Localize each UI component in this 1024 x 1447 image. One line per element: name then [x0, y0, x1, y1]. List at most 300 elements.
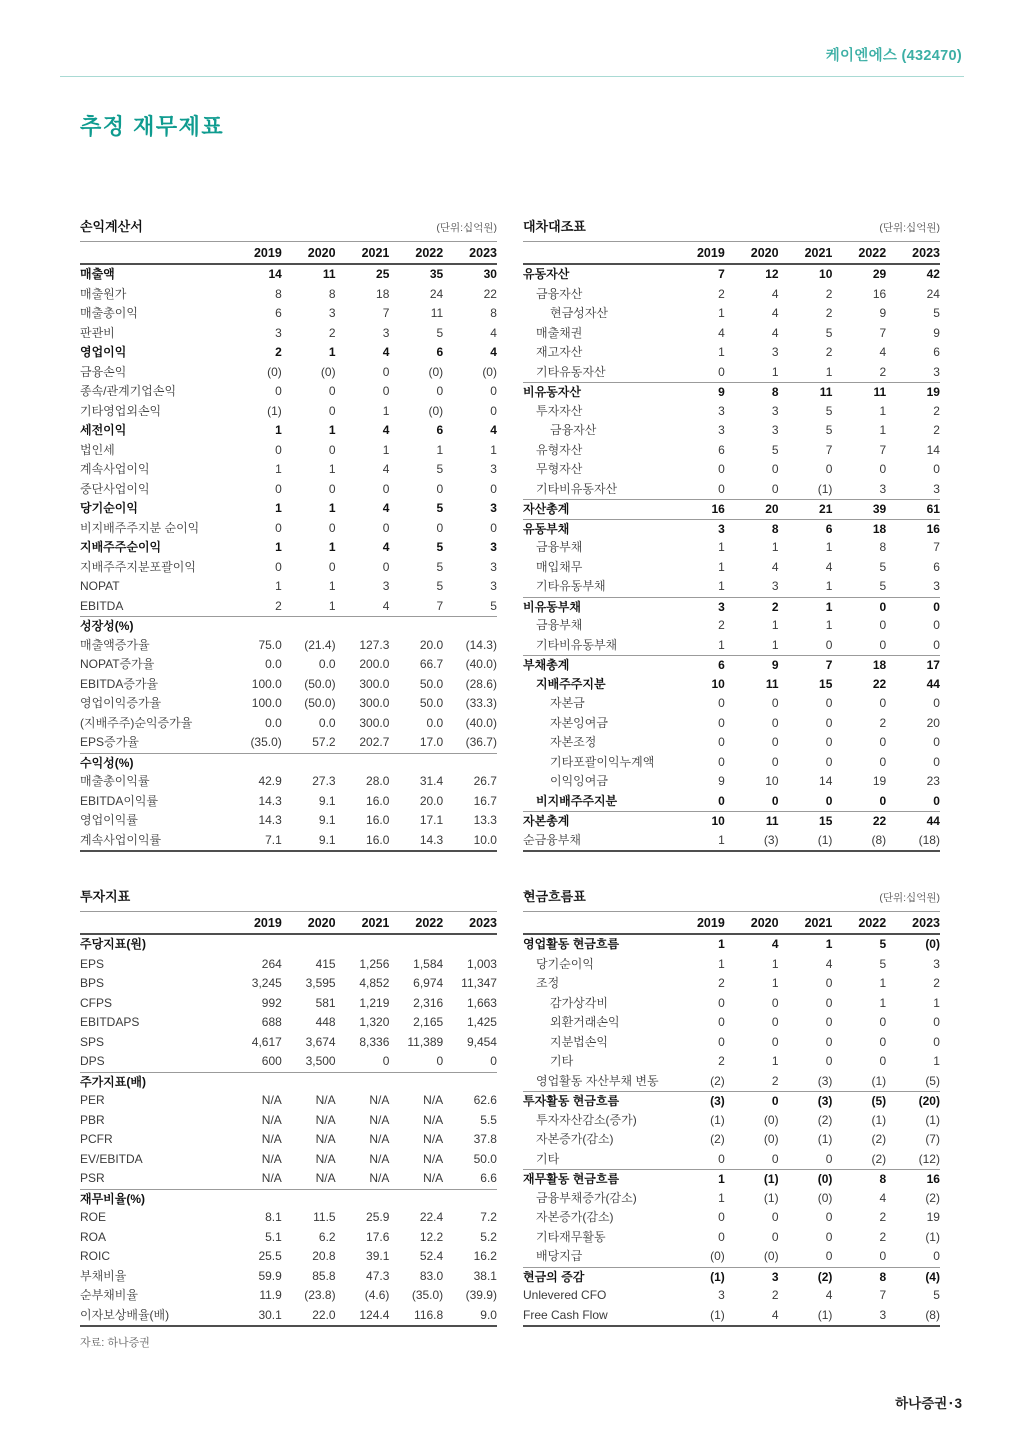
- value-cell: 61: [926, 502, 940, 516]
- row-label: 현금성자산: [550, 306, 608, 320]
- table-row: [523, 694, 940, 714]
- table-row: [523, 955, 940, 975]
- value-cell: 4: [771, 937, 779, 951]
- value-cell: 8: [490, 306, 497, 320]
- value-cell: 0: [879, 1034, 887, 1049]
- value-cell: 4: [771, 1307, 779, 1322]
- value-cell: 8: [328, 286, 336, 301]
- value-cell: (0): [320, 364, 336, 379]
- value-cell: 0: [825, 995, 833, 1010]
- value-cell: 0: [718, 754, 725, 769]
- value-cell: 75.0: [258, 637, 282, 652]
- value-cell: 14.3: [258, 813, 282, 827]
- table-row: [523, 616, 940, 636]
- value-cell: [282, 754, 336, 773]
- value-cell: (1): [763, 1172, 779, 1186]
- value-cell: (1): [817, 1132, 833, 1146]
- row-label: 매출원가: [80, 286, 127, 301]
- value-cell: 4: [490, 345, 497, 359]
- table-row: [523, 753, 940, 773]
- value-cell: 0: [825, 715, 833, 730]
- table-row: [80, 363, 497, 383]
- value-cell: 600: [261, 1054, 282, 1068]
- value-cell: 6: [436, 423, 444, 437]
- row-label: 기타유동자산: [536, 364, 606, 379]
- value-cell: (3): [710, 1094, 725, 1108]
- value-cell: 1: [771, 540, 779, 554]
- value-cell: 47.3: [366, 1268, 390, 1283]
- value-cell: 16.0: [366, 832, 390, 847]
- value-cell: 6: [825, 521, 833, 536]
- value-cell: 0: [825, 1249, 833, 1263]
- value-cell: 0: [718, 462, 725, 476]
- table-row: [523, 811, 940, 831]
- value-cell: 0: [933, 599, 940, 614]
- value-cell: 0: [771, 715, 779, 730]
- value-cell: 3: [490, 579, 497, 593]
- value-cell: 2: [328, 325, 336, 340]
- table-row: [80, 714, 497, 734]
- year-cell: 2019: [253, 916, 282, 930]
- table-row: [80, 558, 497, 578]
- value-cell: (18): [918, 832, 940, 847]
- value-cell: 20: [765, 502, 779, 516]
- value-cell: (0): [428, 364, 444, 379]
- table-row: [80, 1228, 497, 1248]
- row-label: 자본증가(감소): [536, 1210, 614, 1224]
- row-label: PCFR: [80, 1132, 113, 1146]
- value-cell: 3: [718, 423, 725, 437]
- value-cell: (12): [918, 1151, 940, 1166]
- table-row: [523, 265, 940, 285]
- value-cell: 3: [933, 956, 940, 971]
- value-cell: 2: [933, 423, 940, 437]
- value-cell: 3: [879, 1307, 887, 1322]
- row-label: 기타: [550, 1054, 574, 1068]
- value-cell: 7: [436, 598, 444, 613]
- value-cell: 4: [771, 559, 779, 574]
- value-cell: 0: [382, 481, 390, 496]
- value-cell: 8: [879, 1269, 887, 1284]
- value-cell: [228, 1073, 282, 1092]
- row-label: 금융손익: [80, 364, 127, 379]
- value-cell: N/A: [315, 1093, 336, 1107]
- table-row: [523, 974, 940, 994]
- value-cell: 2: [933, 976, 940, 990]
- value-cell: 1: [718, 559, 725, 574]
- year-cell: 2020: [307, 246, 336, 260]
- value-cell: 1: [328, 540, 336, 554]
- value-cell: 2,165: [413, 1015, 444, 1029]
- row-label: 비지배주주지분: [536, 793, 618, 808]
- value-cell: N/A: [423, 1151, 444, 1166]
- value-cell: (50.0): [304, 696, 336, 710]
- value-cell: 9: [718, 385, 725, 399]
- value-cell: 4: [825, 956, 833, 971]
- value-cell: 7: [718, 267, 725, 281]
- value-cell: 4: [382, 345, 390, 359]
- value-cell: 7: [825, 442, 833, 457]
- value-cell: 0: [328, 442, 336, 457]
- value-cell: 3: [718, 1288, 725, 1302]
- value-cell: 0: [825, 754, 833, 769]
- row-label: 자본조정: [550, 735, 597, 749]
- row-label: 영업이익: [80, 345, 127, 359]
- value-cell: 37.8: [473, 1132, 497, 1146]
- value-cell: 0: [771, 1151, 779, 1166]
- value-cell: 1: [771, 364, 779, 379]
- value-cell: 1: [718, 1172, 725, 1186]
- value-cell: 5: [879, 937, 887, 951]
- table-title: 투자지표: [80, 889, 131, 904]
- value-cell: 300.0: [359, 676, 390, 691]
- value-cell: 4: [771, 325, 779, 340]
- value-cell: 2: [771, 599, 779, 614]
- row-label: 지배주주순이익: [80, 540, 162, 554]
- value-cell: 15: [819, 814, 833, 828]
- year-header-row: [523, 912, 940, 935]
- table-row: [523, 655, 940, 675]
- year-header-spacer: [523, 912, 671, 933]
- value-cell: 0: [771, 1094, 779, 1108]
- value-cell: N/A: [261, 1171, 282, 1185]
- value-cell: (0): [428, 403, 444, 418]
- value-cell: (1): [817, 832, 833, 847]
- value-cell: (0): [763, 1112, 779, 1127]
- value-cell: 16: [926, 1172, 940, 1186]
- year-header-spacer: [523, 242, 671, 263]
- value-cell: 0: [933, 793, 940, 808]
- value-cell: 2: [825, 345, 833, 359]
- value-cell: 3: [718, 521, 725, 536]
- value-cell: 0: [825, 1151, 833, 1166]
- value-cell: (1): [710, 1112, 725, 1127]
- value-cell: (36.7): [465, 735, 497, 749]
- value-cell: 0: [879, 618, 887, 632]
- year-cell: 2019: [696, 246, 725, 260]
- value-cell: 9.1: [318, 832, 336, 847]
- value-cell: 19: [872, 774, 887, 788]
- year-cell: 2020: [750, 246, 779, 260]
- value-cell: 581: [315, 995, 336, 1010]
- row-label: (지배주주)순익증가율: [80, 715, 193, 730]
- value-cell: 2: [718, 618, 725, 632]
- value-cell: 9.1: [318, 793, 336, 808]
- table-title: 손익계산서: [80, 219, 143, 234]
- value-cell: 0: [825, 1054, 833, 1068]
- value-cell: (2): [925, 1190, 940, 1205]
- row-label: 순부채비율: [80, 1288, 138, 1302]
- value-cell: 0: [879, 793, 887, 808]
- row-label: 영업이익증가율: [80, 696, 162, 710]
- value-cell: 5.1: [265, 1229, 282, 1244]
- value-cell: 2: [825, 306, 833, 320]
- value-cell: 0: [328, 520, 336, 535]
- value-cell: 0: [275, 442, 282, 457]
- table-row: [523, 343, 940, 363]
- table-row: [523, 363, 940, 383]
- value-cell: 5: [879, 579, 887, 593]
- value-cell: 20.0: [419, 793, 444, 808]
- value-cell: 13.3: [473, 813, 497, 827]
- row-label: 지분법손익: [550, 1034, 608, 1049]
- value-cell: 4: [490, 325, 497, 340]
- value-cell: 0: [436, 481, 444, 496]
- row-label: 무형자산: [536, 462, 583, 476]
- value-cell: 5: [436, 540, 444, 554]
- value-cell: 202.7: [359, 735, 390, 749]
- value-cell: 22.4: [419, 1210, 444, 1224]
- value-cell: 39.1: [366, 1249, 390, 1263]
- value-cell: 11: [765, 676, 779, 691]
- value-cell: [282, 1190, 336, 1209]
- value-cell: 0: [879, 599, 887, 614]
- value-cell: 12.2: [419, 1229, 444, 1244]
- year-cell: 2021: [361, 916, 390, 930]
- value-cell: 5: [436, 325, 444, 340]
- value-cell: [282, 617, 336, 636]
- value-cell: 14: [268, 267, 282, 281]
- value-cell: 11,389: [407, 1034, 444, 1049]
- value-cell: 2: [771, 1288, 779, 1302]
- table-row: [80, 480, 497, 500]
- value-cell: 5: [879, 559, 887, 574]
- value-cell: 0: [490, 384, 497, 398]
- table-row: [80, 304, 497, 324]
- value-cell: 4: [490, 423, 497, 437]
- value-cell: 1: [275, 501, 282, 515]
- value-cell: 0: [718, 735, 725, 749]
- value-cell: 3: [771, 423, 779, 437]
- value-cell: 17: [926, 658, 940, 672]
- table-row: [523, 538, 940, 558]
- value-cell: 0: [718, 481, 725, 496]
- value-cell: 7: [382, 306, 390, 320]
- value-cell: (2): [817, 1112, 833, 1127]
- value-cell: 22: [872, 814, 887, 828]
- table-body: [80, 265, 497, 852]
- value-cell: 3: [718, 599, 725, 614]
- value-cell: 1: [879, 423, 887, 437]
- value-cell: [443, 617, 497, 636]
- row-label: EPS: [80, 956, 105, 971]
- value-cell: [389, 754, 443, 773]
- value-cell: 17.1: [419, 813, 444, 827]
- value-cell: [443, 935, 497, 955]
- value-cell: 4,617: [251, 1034, 282, 1049]
- row-label: 재고자산: [536, 345, 583, 359]
- value-cell: 1: [718, 306, 725, 320]
- table-row: [80, 402, 497, 422]
- value-cell: 6: [436, 345, 444, 359]
- value-cell: (1): [267, 403, 282, 418]
- table-row: [523, 324, 940, 344]
- value-cell: 3: [933, 579, 940, 593]
- row-label: 계속사업이익률: [80, 832, 162, 847]
- table-row: [523, 480, 940, 500]
- table-row: [80, 460, 497, 480]
- value-cell: 12: [765, 267, 779, 281]
- value-cell: [336, 617, 390, 636]
- value-cell: 62.6: [473, 1093, 497, 1107]
- value-cell: [228, 935, 282, 955]
- value-cell: 1,219: [359, 995, 390, 1010]
- value-cell: 1: [879, 403, 887, 418]
- value-cell: 4: [879, 345, 887, 359]
- value-cell: (2): [871, 1151, 887, 1166]
- value-cell: 1: [825, 540, 833, 554]
- row-label: 매출총이익률: [80, 774, 150, 788]
- table-row: [80, 1247, 497, 1267]
- value-cell: 1: [718, 637, 725, 652]
- value-cell: 0: [771, 462, 779, 476]
- value-cell: 3,595: [305, 976, 336, 990]
- table-header: [80, 888, 497, 912]
- value-cell: 0: [328, 481, 336, 496]
- value-cell: 3,245: [251, 976, 282, 990]
- table-row: [523, 636, 940, 656]
- value-cell: (1): [871, 1112, 887, 1127]
- value-cell: 5: [490, 598, 497, 613]
- table-row: [523, 1072, 940, 1092]
- value-cell: (0): [763, 1249, 779, 1263]
- table-body: [523, 935, 940, 1327]
- table-row: [80, 636, 497, 656]
- table-row: [80, 421, 497, 441]
- row-label: 투자자산감소(증가): [536, 1112, 637, 1127]
- value-cell: 7: [879, 1288, 887, 1302]
- table-row: [523, 1013, 940, 1033]
- value-cell: 7: [933, 540, 940, 554]
- value-cell: N/A: [369, 1132, 390, 1146]
- row-label: 주당지표(원): [80, 937, 146, 951]
- value-cell: (40.0): [465, 715, 497, 730]
- row-label: 기타유동부채: [536, 579, 606, 593]
- value-cell: (14.3): [465, 637, 497, 652]
- value-cell: (1): [871, 1073, 887, 1088]
- value-cell: 16.7: [473, 793, 497, 808]
- value-cell: 0: [933, 1034, 940, 1049]
- value-cell: 38.1: [473, 1268, 497, 1283]
- value-cell: 0: [771, 1015, 779, 1029]
- header-divider: [60, 76, 964, 77]
- value-cell: (33.3): [465, 696, 497, 710]
- year-cell: 2019: [253, 246, 282, 260]
- value-cell: N/A: [423, 1093, 444, 1107]
- value-cell: (20): [918, 1094, 940, 1108]
- row-label: 유형자산: [536, 442, 583, 457]
- row-label: 세전이익: [80, 423, 127, 437]
- value-cell: 0: [382, 364, 390, 379]
- value-cell: 0: [771, 1034, 779, 1049]
- table-row: [523, 402, 940, 422]
- year-cell: 2021: [804, 916, 833, 930]
- table-row: [523, 1033, 940, 1053]
- row-label: 자본증가(감소): [536, 1132, 614, 1146]
- value-cell: 4: [825, 559, 833, 574]
- value-cell: (7): [925, 1132, 940, 1146]
- value-cell: 18: [376, 286, 390, 301]
- row-label: EBITDAPS: [80, 1015, 140, 1029]
- value-cell: 50.0: [419, 676, 444, 691]
- value-cell: 7: [825, 658, 833, 672]
- table-body: [523, 265, 940, 852]
- value-cell: 9: [771, 658, 779, 672]
- table-row: [80, 265, 497, 285]
- value-cell: 0: [879, 1054, 887, 1068]
- value-cell: (0): [763, 1132, 779, 1146]
- value-cell: [282, 1073, 336, 1092]
- year-cell: 2022: [858, 916, 887, 930]
- value-cell: 0.0: [318, 715, 336, 730]
- value-cell: 1,256: [359, 956, 390, 971]
- value-cell: (1): [763, 1190, 779, 1205]
- value-cell: 3: [490, 501, 497, 515]
- value-cell: 1: [771, 1054, 779, 1068]
- row-label: 중단사업이익: [80, 481, 150, 496]
- value-cell: 0: [933, 735, 940, 749]
- value-cell: 3: [328, 306, 336, 320]
- footer-dot: ▪: [949, 1398, 953, 1408]
- value-cell: 0: [933, 637, 940, 652]
- table-row: [80, 694, 497, 714]
- value-cell: 1: [825, 937, 833, 951]
- value-cell: 0: [718, 995, 725, 1010]
- table-row: [80, 1052, 497, 1072]
- value-cell: (0): [710, 1249, 725, 1263]
- value-cell: [336, 1190, 390, 1209]
- value-cell: 1: [328, 501, 336, 515]
- table-row: [523, 935, 940, 955]
- value-cell: 50.0: [419, 696, 444, 710]
- value-cell: 14: [926, 442, 940, 457]
- value-cell: 25.9: [366, 1210, 390, 1224]
- value-cell: 1: [771, 618, 779, 632]
- row-label: 감가상각비: [550, 995, 608, 1010]
- value-cell: 448: [315, 1015, 336, 1029]
- value-cell: 0: [933, 696, 940, 710]
- value-cell: 0: [825, 735, 833, 749]
- value-cell: 0: [490, 481, 497, 496]
- table-row: [80, 1013, 497, 1033]
- value-cell: 3,674: [305, 1034, 336, 1049]
- value-cell: (0): [482, 364, 497, 379]
- value-cell: 1,320: [359, 1015, 390, 1029]
- value-cell: 5: [879, 956, 887, 971]
- value-cell: 2: [718, 286, 725, 301]
- value-cell: [336, 935, 390, 955]
- value-cell: 10: [765, 774, 779, 788]
- value-cell: 6.6: [480, 1171, 497, 1185]
- value-cell: 29: [872, 267, 887, 281]
- row-label: 지배주주지분: [536, 676, 606, 691]
- year-cell: 2022: [415, 916, 444, 930]
- value-cell: 14: [819, 774, 833, 788]
- value-cell: 4: [382, 598, 390, 613]
- value-cell: N/A: [423, 1171, 444, 1185]
- row-label: 순금융부채: [523, 832, 581, 847]
- value-cell: 3: [275, 325, 282, 340]
- value-cell: 83.0: [419, 1268, 444, 1283]
- value-cell: 0: [879, 696, 887, 710]
- value-cell: 5: [933, 1288, 940, 1302]
- value-cell: (23.8): [304, 1288, 336, 1302]
- value-cell: 16.2: [473, 1249, 497, 1263]
- value-cell: 6: [933, 559, 940, 574]
- value-cell: 10: [711, 676, 725, 691]
- value-cell: (0): [267, 364, 282, 379]
- value-cell: 0: [275, 559, 282, 574]
